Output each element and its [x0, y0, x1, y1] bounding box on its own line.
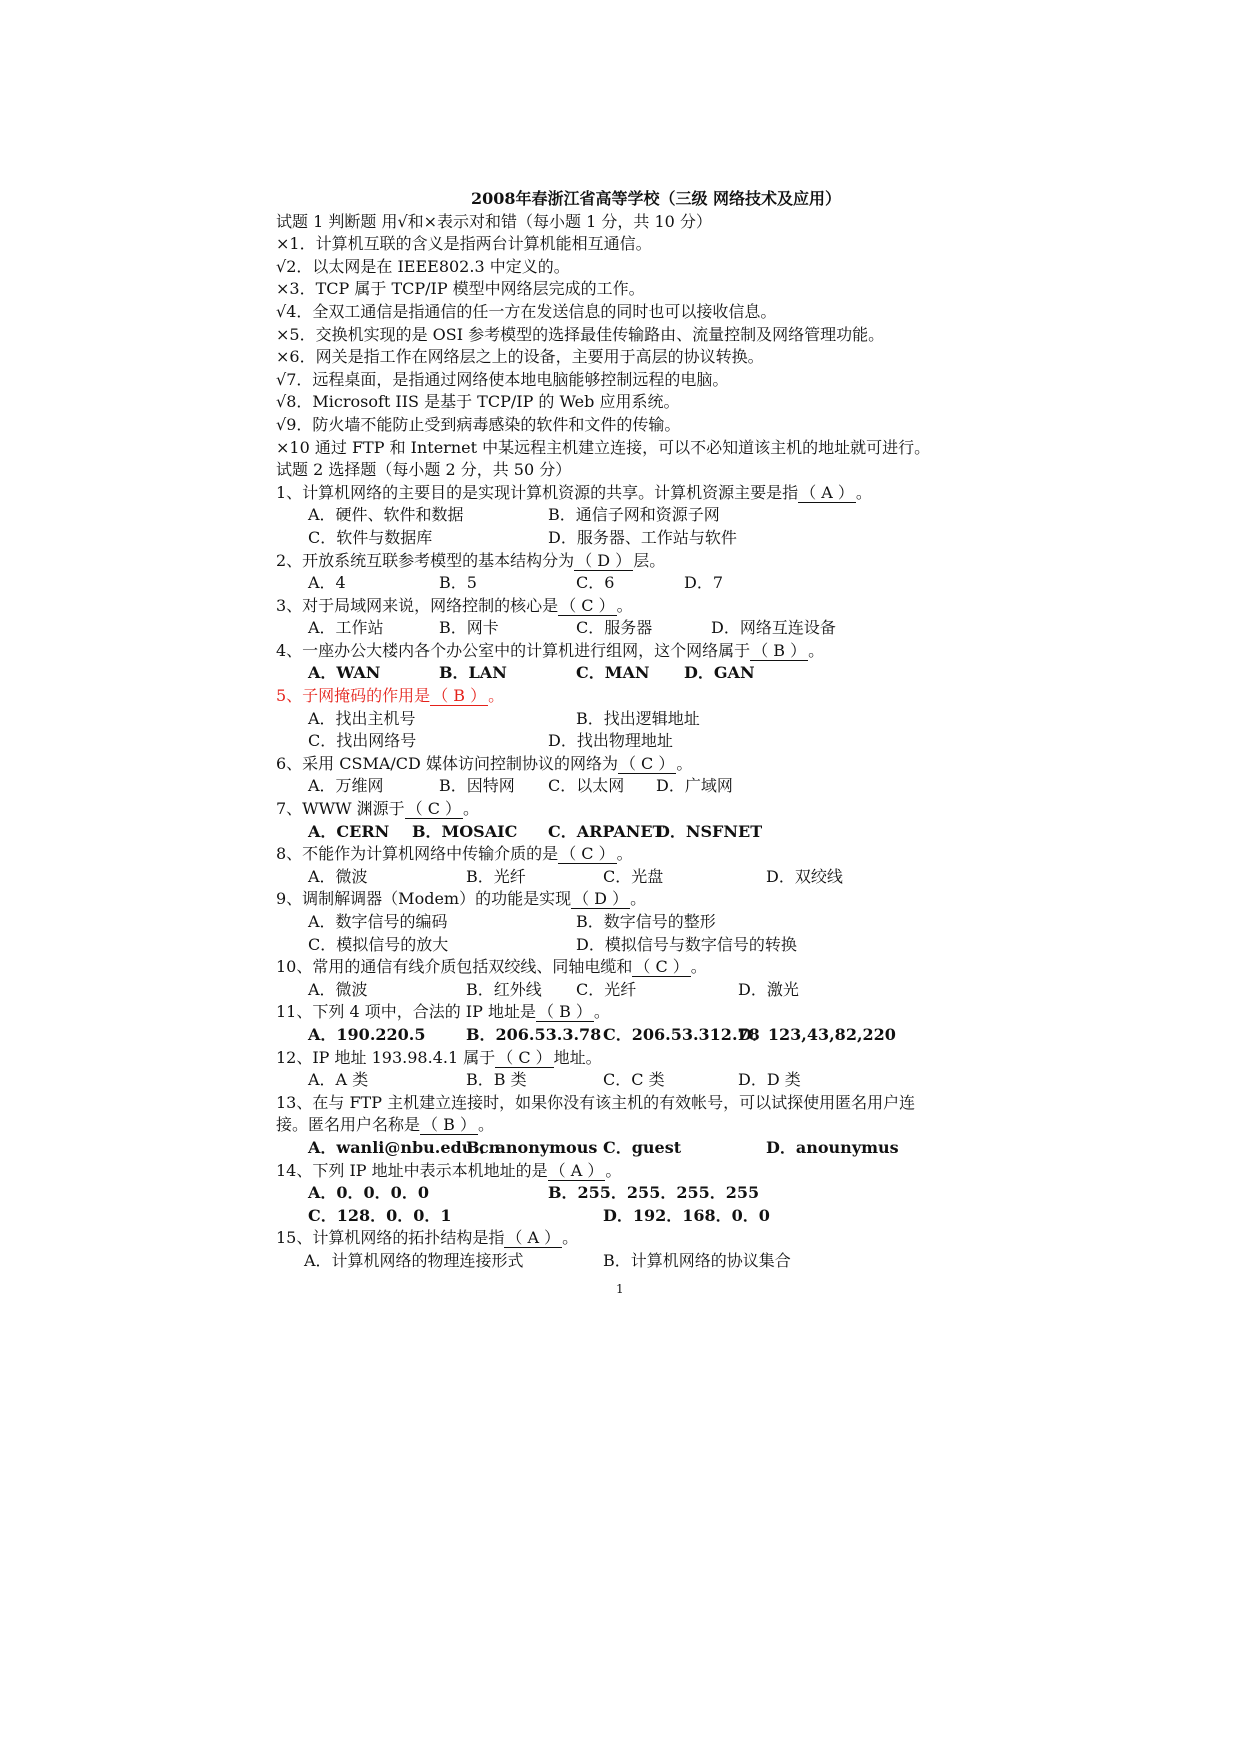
page-number: 1	[616, 1282, 624, 1296]
option: C．光纤	[576, 979, 637, 999]
option-row	[276, 1137, 996, 1160]
question-stem: 3、对于局域网来说，网络控制的核心是 （ C ） 。	[276, 595, 633, 615]
option: A．190.220.5	[308, 1024, 426, 1044]
option: D．192．168．0．0	[603, 1205, 770, 1225]
judgment-item: √8．Microsoft IIS 是基于 TCP/IP 的 Web 应用系统。	[276, 392, 680, 412]
option-row	[276, 911, 996, 934]
answer-blank: （ C ）	[497, 1047, 552, 1067]
option: A．A 类	[308, 1070, 369, 1090]
judgment-item: √7．远程桌面，是指通过网络使本地电脑能够控制远程的电脑。	[276, 369, 729, 389]
answer-blank: （ B ）	[537, 1002, 592, 1022]
option: B．数字信号的整形	[576, 912, 716, 931]
option-row	[276, 866, 996, 889]
option: C．找出网络号	[308, 731, 417, 751]
option: C．ARPANET	[548, 821, 665, 841]
option: D．广域网	[656, 776, 733, 796]
option: A．wanli@nbu.edu.cn	[308, 1137, 501, 1157]
option: D．NSFNET	[656, 821, 763, 841]
option: C．206.53.312.78	[603, 1024, 760, 1044]
option: C．128．0．0．1	[308, 1205, 452, 1225]
exam-page	[276, 188, 996, 1273]
judgment-item: ×6．网关是指工作在网络层之上的设备，主要用于高层的协议转换。	[276, 347, 764, 367]
option: D．激光	[738, 979, 799, 999]
question-stem: 13、在与 FTP 主机建立连接时，如果你没有该主机的有效帐号，可以试探使用匿名用户连	[276, 1092, 916, 1112]
option: B．255．255．255．255	[548, 1183, 760, 1203]
option-row	[276, 1182, 996, 1205]
option: B．通信子网和资源子网	[548, 505, 720, 525]
page-title: 2008年春浙江省高等学校（三级 网络技术及应用）	[470, 189, 842, 208]
section2-heading: 试题 2 选择题（每小题 2 分，共 50 分）	[276, 460, 572, 480]
option: A．硬件、软件和数据	[308, 505, 464, 525]
option-row	[276, 979, 996, 1002]
option: B．anonymous	[466, 1137, 598, 1157]
judgment-item: ×3．TCP 属于 TCP/IP 模型中网络层完成的工作。	[276, 279, 645, 299]
option: A．找出主机号	[308, 708, 416, 728]
option: B．计算机网络的协议集合	[603, 1250, 791, 1270]
answer-blank: （ A ）	[506, 1228, 561, 1248]
option: C．C 类	[603, 1070, 665, 1090]
option: D．D 类	[738, 1070, 801, 1090]
option-row	[276, 617, 996, 640]
option: A．计算机网络的物理连接形式	[304, 1250, 524, 1270]
option: B．红外线	[466, 979, 542, 999]
option: A．微波	[308, 979, 368, 999]
option-row	[276, 730, 996, 753]
option: B．找出逻辑地址	[576, 708, 700, 728]
option-row	[276, 662, 996, 685]
option: A．CERN	[308, 821, 390, 841]
option: C．MAN	[576, 663, 650, 683]
answer-blank: （ C ）	[560, 844, 615, 864]
question-stem: 7、WWW 渊源于 （ C ） 。	[276, 799, 480, 819]
option: D．找出物理地址	[548, 731, 673, 751]
option: B．B 类	[466, 1070, 527, 1090]
answer-blank: （ A ）	[549, 1160, 604, 1180]
question-stem-highlighted: 5、子网掩码的作用是 （ B ） 。	[276, 686, 505, 706]
answer-blank: （ C ）	[619, 753, 675, 773]
option-row	[276, 1069, 996, 1092]
option: B．MOSAIC	[412, 821, 518, 841]
option: C．软件与数据库	[308, 527, 433, 547]
section1-heading: 试题 1 判断题 用√和×表示对和错（每小题 1 分，共 10 分）	[276, 211, 712, 231]
option: D．服务器、工作站与软件	[548, 527, 737, 547]
option-row	[276, 1024, 996, 1047]
judgment-item: ×1．计算机互联的含义是指两台计算机能相互通信。	[276, 234, 652, 254]
answer-blank: （ D ）	[576, 550, 632, 570]
answer-blank: （ C ）	[634, 957, 689, 977]
option: A．数字信号的编码	[308, 912, 448, 931]
option: C．服务器	[576, 618, 653, 638]
option: A．4	[308, 573, 346, 593]
option: B．因特网	[439, 776, 515, 796]
judgment-item: ×5．交换机实现的是 OSI 参考模型的选择最佳传输路由、流量控制及网络管理功能。	[276, 324, 885, 344]
answer-blank: （ B ）	[422, 1115, 476, 1135]
question-stem: 14、下列 IP 地址中表示本机地址的是 （ A ） 。	[276, 1160, 622, 1180]
answer-blank: （ D ）	[573, 889, 629, 909]
question-stem: 4、一座办公大楼内各个办公室中的计算机进行组网，这个网络属于 （ B ） 。	[276, 640, 825, 660]
option: B．LAN	[439, 663, 507, 683]
option-row	[276, 527, 996, 550]
answer-blank: （ A ）	[800, 482, 854, 502]
judgment-item: √2．以太网是在 IEEE802.3 中定义的。	[276, 256, 570, 276]
judgment-item: √4．全双工通信是指通信的任一方在发送信息的同时也可以接收信息。	[276, 301, 777, 321]
option: C．6	[576, 573, 615, 593]
answer-blank: （ C ）	[406, 799, 462, 819]
question-stem: 8、不能作为计算机网络中传输介质的是 （ C ） 。	[276, 844, 633, 864]
judgment-item: √9．防火墙不能防止受到病毒感染的软件和文件的传输。	[276, 414, 681, 434]
question-stem: 1、计算机网络的主要目的是实现计算机资源的共享。计算机资源主要是指 （ A ） 。	[276, 482, 872, 502]
question-stem: 接。匿名用户名称是 （ B ） 。	[276, 1115, 494, 1135]
option: D．123,43,82,220	[738, 1024, 896, 1044]
question-stem: 2、开放系统互联参考模型的基本结构分为 （ D ） 层。	[276, 550, 666, 570]
option-row	[276, 1205, 996, 1228]
option-row	[276, 572, 996, 595]
question-stem: 15、计算机网络的拓扑结构是指 （ A ） 。	[276, 1228, 579, 1248]
question-stem: 11、下列 4 项中，合法的 IP 地址是 （ B ） 。	[276, 1002, 610, 1022]
option-row	[276, 504, 996, 527]
question-stem: 12、IP 地址 193.98.4.1 属于 （ C ） 地址。	[276, 1047, 602, 1067]
option: C．光盘	[603, 866, 664, 886]
option: A．WAN	[308, 663, 381, 683]
option: B．网卡	[439, 618, 499, 638]
option: A．万维网	[308, 776, 384, 796]
question-stem: 6、采用 CSMA/CD 媒体访问控制协议的网络为 （ C ） 。	[276, 753, 693, 773]
answer-blank: （ B ）	[752, 640, 807, 660]
option: A．0．0．0．0	[308, 1183, 429, 1203]
option-row	[276, 821, 996, 844]
option: B．5	[439, 573, 477, 593]
option: A．工作站	[308, 618, 384, 638]
option: D．7	[684, 573, 724, 593]
option: C．以太网	[548, 776, 625, 796]
option-row	[276, 934, 996, 957]
option-row	[276, 708, 996, 731]
question-stem: 9、调制解调器（Modem）的功能是实现 （ D ） 。	[276, 889, 647, 909]
judgment-item: ×10 通过 FTP 和 Internet 中某远程主机建立连接，可以不必知道该主机的地址就可进行。	[276, 437, 931, 457]
option: B．光纤	[466, 866, 526, 886]
answer-blank: （ B ）	[432, 686, 487, 706]
option-row	[276, 1250, 996, 1273]
question-stem: 10、常用的通信有线介质包括双绞线、同轴电缆和 （ C ） 。	[276, 957, 707, 977]
option: D．双绞线	[766, 866, 843, 886]
option: D．模拟信号与数字信号的转换	[576, 934, 797, 954]
option-row	[276, 775, 996, 798]
option: D．anounymus	[766, 1137, 899, 1157]
option: D．网络互连设备	[711, 618, 836, 638]
option: B．206.53.3.78	[466, 1024, 602, 1044]
option: D．GAN	[684, 663, 755, 683]
option: A．微波	[308, 866, 368, 886]
option: C．模拟信号的放大	[308, 934, 449, 954]
answer-blank: （ C ）	[560, 595, 615, 615]
option: C．guest	[603, 1137, 682, 1157]
